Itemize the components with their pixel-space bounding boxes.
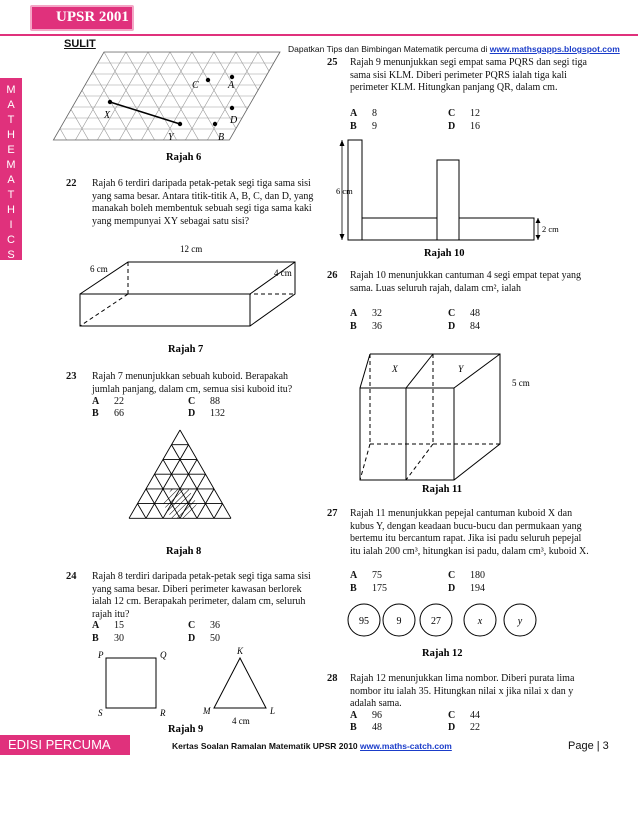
page-number: Page | 3 xyxy=(568,740,609,752)
side-letter: I xyxy=(9,219,13,231)
option-letter: D xyxy=(188,633,196,644)
q28-option-d[interactable] xyxy=(448,722,480,733)
option-letter: C xyxy=(448,570,456,581)
q27-option-b[interactable] xyxy=(350,583,387,594)
q26-text: Rajah 10 menunjukkan cantuman 4 segi empat tepat yang sama. Luas seluruh rajah, dalam cm², ialah xyxy=(350,270,582,294)
q22-text: Rajah 6 terdiri daripada petak-petak segi tiga sama sisi yang sama besar. Antara titik-titik A, B, C, dan D, yang manakah boleh membentuk sebuah segi tiga sama kaki yang mempunyai XY sebagai satu sisi? xyxy=(92,178,314,227)
option-letter: C xyxy=(448,308,456,319)
rectangles xyxy=(348,140,534,240)
q23-option-b[interactable] xyxy=(92,408,124,419)
side-letter: T xyxy=(7,189,15,201)
fig10-caption: Rajah 10 xyxy=(424,248,465,259)
fig9-side-label: 4 cm xyxy=(232,716,250,726)
q25-option-b[interactable] xyxy=(350,121,377,132)
option-value: 15 xyxy=(114,620,124,631)
option-letter: D xyxy=(448,722,456,733)
top-banner xyxy=(30,5,134,31)
option-value: 16 xyxy=(470,121,480,132)
figure-9 xyxy=(90,646,300,736)
option-value: 88 xyxy=(210,396,220,407)
bottom-banner xyxy=(0,735,130,755)
label-q: Q xyxy=(160,650,167,660)
option-letter: D xyxy=(448,321,456,332)
fig7-length-label: 12 cm xyxy=(180,244,203,254)
side-letter: H xyxy=(7,129,15,141)
fig10-height-label: 6 cm xyxy=(336,186,353,196)
fig9-caption: Rajah 9 xyxy=(168,724,204,735)
option-value: 50 xyxy=(210,633,220,644)
figure-6 xyxy=(60,52,320,164)
label-b: B xyxy=(218,132,225,143)
q27-text: Rajah 11 menunjukkan pepejal cantuman kuboid X dan kubus Y, dengan keadaan bucu-bucu dan permukaan yang bertemu itu bercantum rapat. Jika isi padu seluruh pepejal itu ialah 200 cm³, hitungkan isi padu, dalam cm³, kuboid X. xyxy=(350,508,589,557)
q28-number: 28 xyxy=(327,673,338,684)
side-letter: M xyxy=(6,84,16,96)
figure-10 xyxy=(330,136,600,258)
side-letter: T xyxy=(7,114,15,126)
circle-value: 9 xyxy=(396,616,402,627)
footer-link[interactable]: www.maths-catch.com xyxy=(360,741,452,751)
arrow-head xyxy=(340,140,345,146)
option-letter: A xyxy=(350,570,358,581)
q25-option-d[interactable] xyxy=(448,121,480,132)
option-value: 12 xyxy=(470,108,480,119)
fig6-caption: Rajah 6 xyxy=(166,152,202,163)
q27-option-d[interactable] xyxy=(448,583,485,594)
q23-number: 23 xyxy=(66,371,77,382)
figure-11 xyxy=(356,344,556,496)
side-letter: H xyxy=(7,204,15,216)
side-strip xyxy=(0,78,22,260)
top-divider xyxy=(0,34,638,36)
label-d: D xyxy=(230,115,238,126)
label-s: S xyxy=(98,708,103,718)
fig11-side-label: 5 cm xyxy=(512,378,530,388)
q23-text: Rajah 7 menunjukkan sebuah kuboid. Berapakah jumlah panjang, dalam cm, semua sisi kuboid itu? xyxy=(92,371,293,395)
number-circles xyxy=(348,604,536,636)
label-x: X xyxy=(104,110,111,121)
option-value: 66 xyxy=(114,408,124,419)
point-y xyxy=(178,122,182,126)
side-letter: C xyxy=(7,234,15,246)
figure-8 xyxy=(120,428,260,558)
option-letter: B xyxy=(350,321,357,332)
fig12-caption: Rajah 12 xyxy=(422,648,463,659)
q22-number: 22 xyxy=(66,178,77,189)
point-b xyxy=(213,122,217,126)
q24-option-d[interactable] xyxy=(188,633,220,644)
q28-option-c[interactable] xyxy=(448,710,480,721)
fig7-caption: Rajah 7 xyxy=(168,344,204,355)
option-value: 180 xyxy=(470,570,485,581)
q25-text: Rajah 9 menunjukkan segi empat sama PQRS dan segi tiga sama sisi KLM. Diberi perimeter PQRS ialah tiga kali perimeter KLM. Hitungkan panjang QR, dalam cm. xyxy=(350,57,587,93)
q25-option-a[interactable] xyxy=(350,108,377,119)
option-letter: C xyxy=(188,396,196,407)
figure-12 xyxy=(340,600,540,666)
q24-number: 24 xyxy=(66,571,77,582)
footer-text xyxy=(172,741,452,751)
option-letter: A xyxy=(92,396,100,407)
q24-option-b[interactable] xyxy=(92,633,124,644)
q24-text: Rajah 8 terdiri daripada petak-petak segi tiga sama sisi yang sama besar. Diberi perimeter kawasan berlorek ialah 12 cm. Berapakah perimeter, dalam cm, seluruh rajah itu? xyxy=(92,571,311,620)
q27-number: 27 xyxy=(327,508,338,519)
arrow-head xyxy=(340,234,345,240)
option-letter: A xyxy=(92,620,100,631)
q26-option-c[interactable] xyxy=(448,308,480,319)
q28-option-b[interactable] xyxy=(350,722,382,733)
circle-value: y xyxy=(517,616,523,627)
option-value: 75 xyxy=(372,570,382,581)
triangle-klm xyxy=(214,658,266,708)
footer-caption: Kertas Soalan Ramalan Matematik UPSR 2010 xyxy=(172,741,361,751)
side-letter: S xyxy=(7,249,15,261)
label-y: Y xyxy=(168,132,174,143)
sulit-label: SULIT xyxy=(64,38,96,50)
label-r: R xyxy=(160,708,166,718)
option-letter: C xyxy=(448,710,456,721)
label-a: A xyxy=(228,80,235,91)
fig7-width-label: 6 cm xyxy=(90,264,108,274)
q28-option-a[interactable] xyxy=(350,710,382,721)
option-letter: A xyxy=(350,108,358,119)
label-x: X xyxy=(392,365,398,375)
q25-option-c[interactable] xyxy=(448,108,480,119)
option-value: 84 xyxy=(470,321,480,332)
circle-value: 27 xyxy=(431,616,441,627)
label-y: Y xyxy=(458,365,464,375)
side-letter: A xyxy=(7,99,15,111)
option-value: 194 xyxy=(470,583,485,594)
arrow-head xyxy=(536,235,541,240)
option-value: 96 xyxy=(372,710,382,721)
bottom-banner-label: EDISI PERCUMA xyxy=(8,737,111,752)
option-value: 22 xyxy=(470,722,480,733)
point-x xyxy=(108,100,112,104)
option-value: 132 xyxy=(210,408,225,419)
option-letter: B xyxy=(350,121,357,132)
option-letter: D xyxy=(448,121,456,132)
option-letter: D xyxy=(448,583,456,594)
q23-option-d[interactable] xyxy=(188,408,225,419)
label-l: L xyxy=(270,706,276,716)
square-pqrs xyxy=(106,658,156,708)
option-letter: D xyxy=(188,408,196,419)
fig10-width-label: 2 cm xyxy=(542,224,559,234)
option-value: 22 xyxy=(114,396,124,407)
fig8-caption: Rajah 8 xyxy=(166,546,202,557)
option-value: 175 xyxy=(372,583,387,594)
option-value: 30 xyxy=(114,633,124,644)
circle-value: x xyxy=(477,616,483,627)
figure-7 xyxy=(80,244,320,356)
fig11-caption: Rajah 11 xyxy=(422,484,462,495)
q27-option-c[interactable] xyxy=(448,570,485,581)
point-a xyxy=(230,75,234,79)
q26-option-d[interactable] xyxy=(448,321,480,332)
option-value: 36 xyxy=(372,321,382,332)
point-c xyxy=(206,78,210,82)
label-k: K xyxy=(237,646,244,656)
side-letter: A xyxy=(7,174,15,186)
label-p: P xyxy=(98,650,104,660)
option-value: 8 xyxy=(372,108,377,119)
side-letter: M xyxy=(6,159,16,171)
q24-option-a[interactable] xyxy=(92,620,124,631)
option-letter: C xyxy=(188,620,196,631)
top-banner-label: UPSR 2001 xyxy=(56,9,129,25)
header-link[interactable]: www.mathsgapps.blogspot.com xyxy=(489,44,620,54)
option-letter: B xyxy=(92,408,99,419)
q26-number: 26 xyxy=(327,270,338,281)
arrow-head xyxy=(536,218,541,223)
option-value: 36 xyxy=(210,620,220,631)
option-letter: C xyxy=(448,108,456,119)
label-m: M xyxy=(203,706,211,716)
option-value: 9 xyxy=(372,121,377,132)
option-letter: A xyxy=(350,308,358,319)
hidden-edges xyxy=(360,354,500,480)
q25-number: 25 xyxy=(327,57,338,68)
q26-option-a[interactable] xyxy=(350,308,382,319)
header-text xyxy=(288,44,620,54)
label-c: C xyxy=(192,80,199,91)
side-letter: E xyxy=(7,144,15,156)
q23-option-a[interactable] xyxy=(92,396,124,407)
q26-option-b[interactable] xyxy=(350,321,382,332)
point-d xyxy=(230,106,234,110)
option-value: 32 xyxy=(372,308,382,319)
option-letter: B xyxy=(92,633,99,644)
option-letter: B xyxy=(350,722,357,733)
q27-option-a[interactable] xyxy=(350,570,382,581)
header-tip-text: Dapatkan Tips dan Bimbingan Matematik percuma di xyxy=(288,44,490,54)
circle-value: 95 xyxy=(359,616,369,627)
segment-xy xyxy=(110,102,180,124)
triangle-grid xyxy=(0,52,331,140)
fig7-height-label: 4 cm xyxy=(274,268,292,278)
option-letter: B xyxy=(350,583,357,594)
option-value: 44 xyxy=(470,710,480,721)
option-value: 48 xyxy=(470,308,480,319)
option-letter: A xyxy=(350,710,358,721)
solid-edges xyxy=(360,354,500,480)
q24-option-c[interactable] xyxy=(188,620,220,631)
option-value: 48 xyxy=(372,722,382,733)
q23-option-c[interactable] xyxy=(188,396,220,407)
q28-text: Rajah 12 menunjukkan lima nombor. Diberi purata lima nombor itu ialah 35. Hitungkan nilai x jika nilai x dan y adalah sama. xyxy=(350,673,575,709)
